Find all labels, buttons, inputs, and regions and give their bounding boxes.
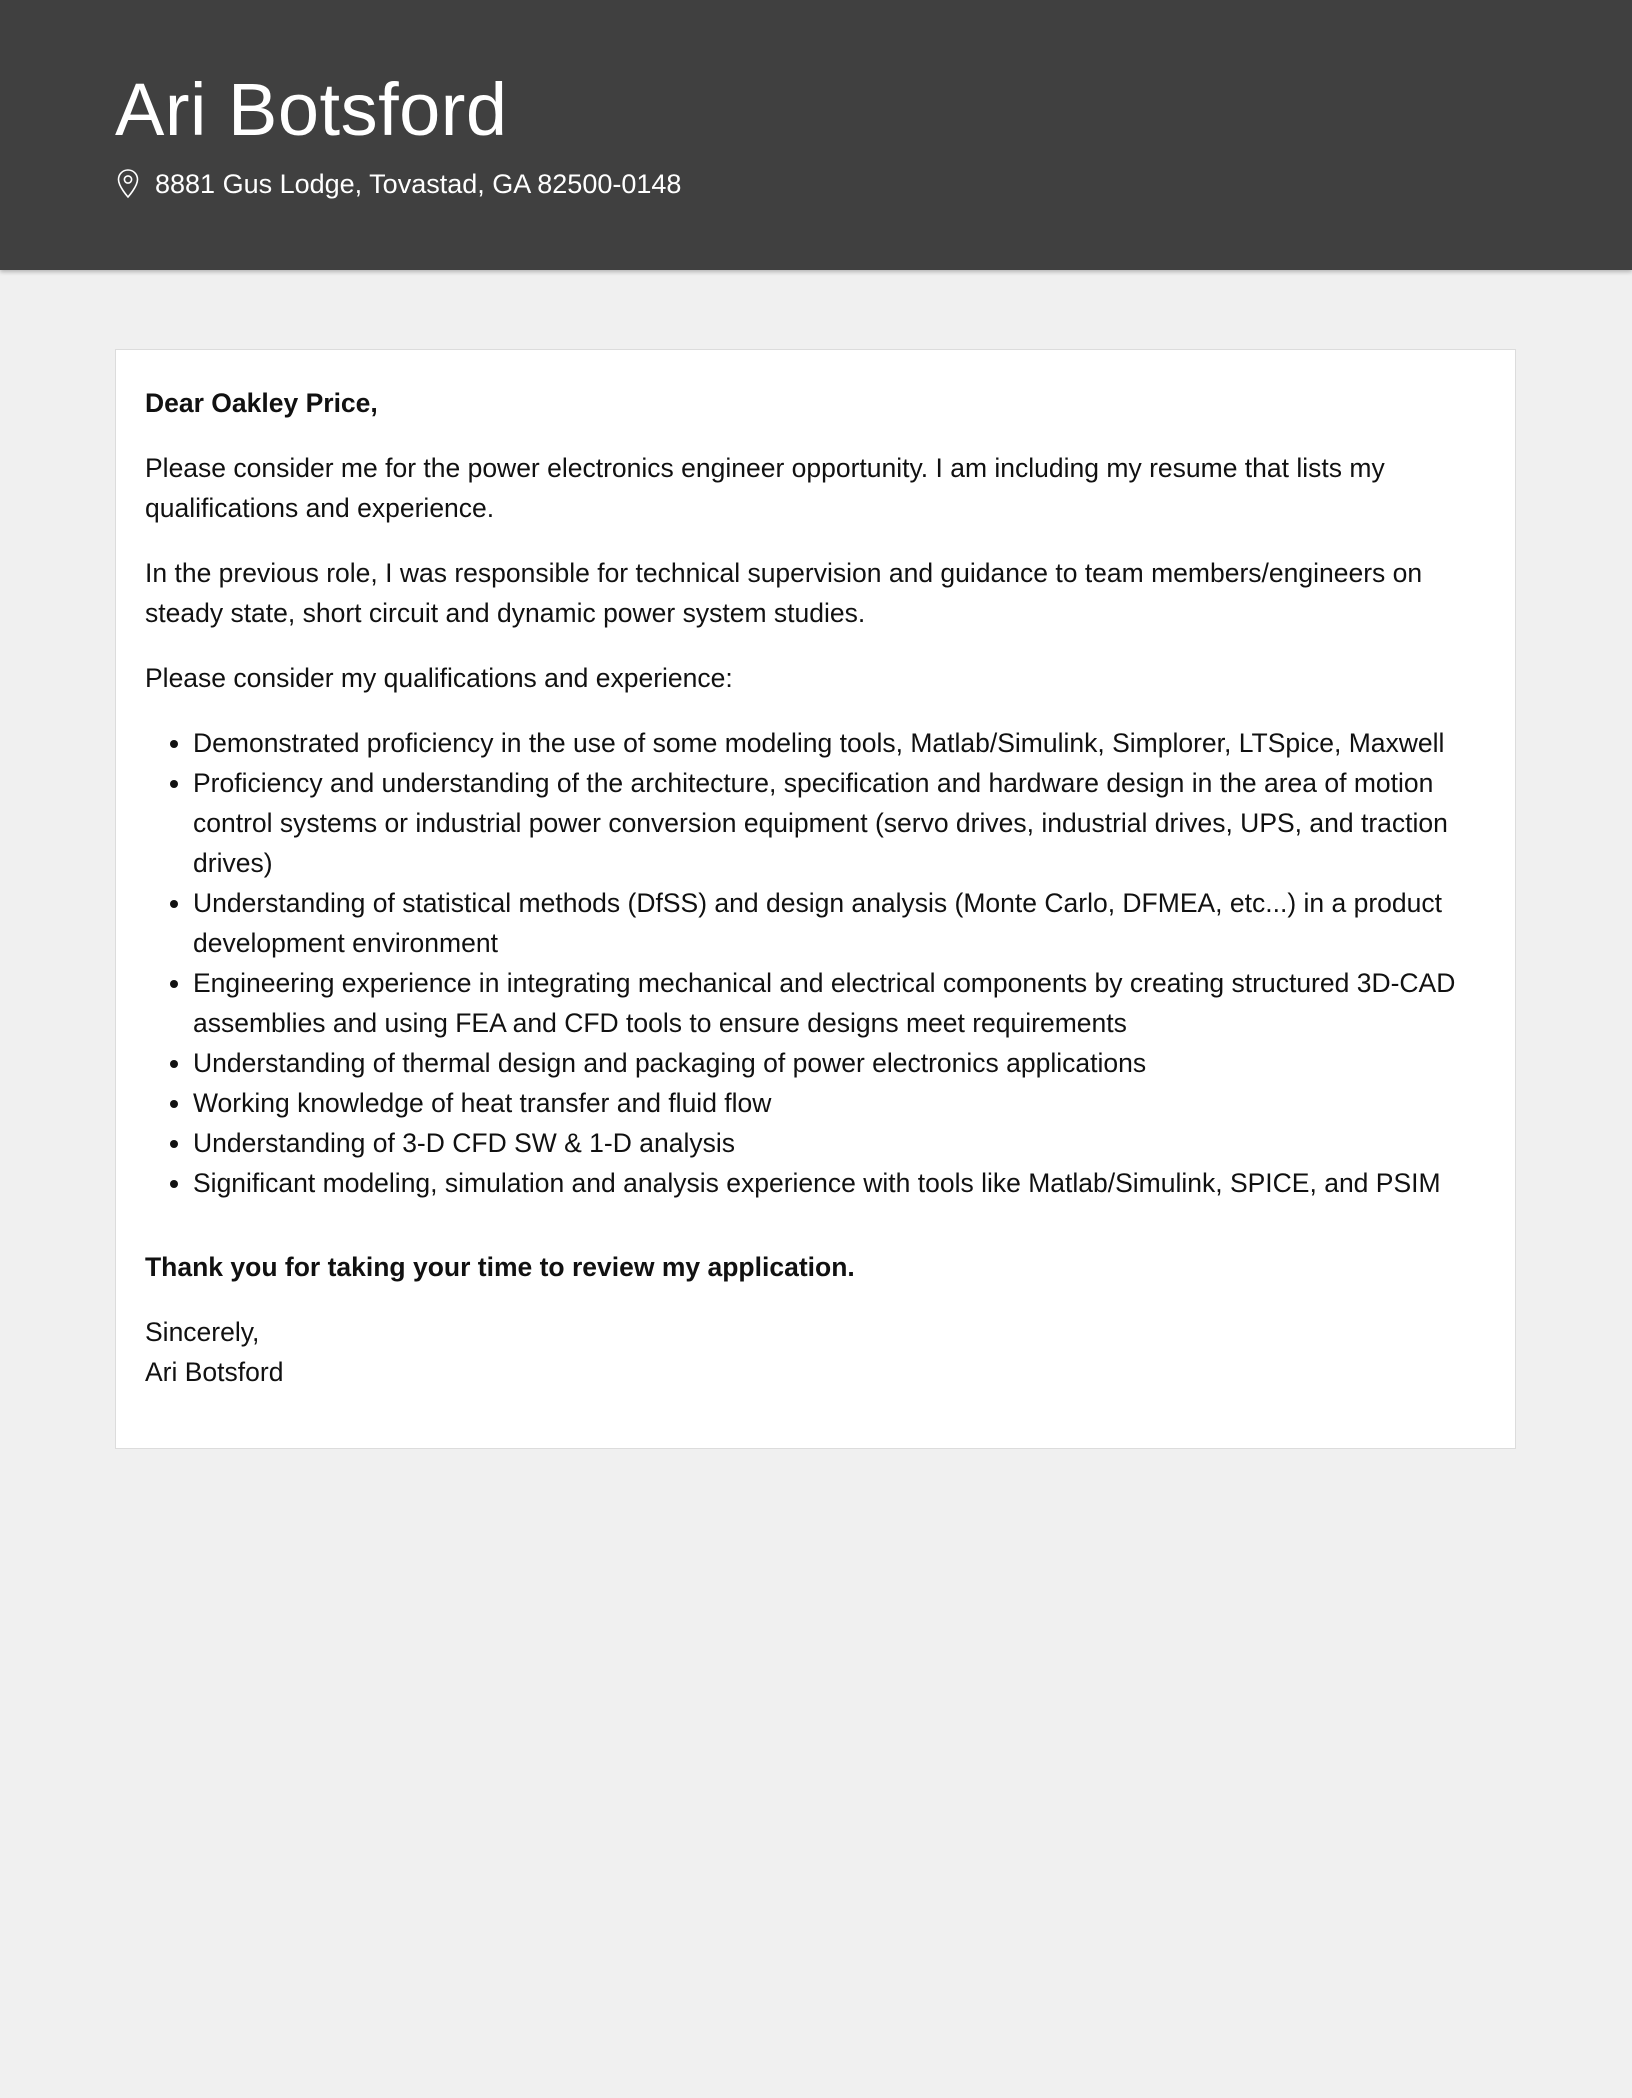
cover-letter-card [115, 349, 1516, 1449]
address-text: 8881 Gus Lodge, Tovastad, GA 82500-0148 [155, 168, 682, 199]
address-line [115, 164, 681, 204]
list-item: • Understanding of thermal design and packaging of power electronics applications [193, 1043, 1486, 1083]
letter-thanks: Thank you for taking your time to review my application. [145, 1252, 855, 1282]
list-item: • Understanding of 3-D CFD SW & 1-D analysis [193, 1123, 1486, 1163]
qualifications-list-wrapper [145, 723, 1486, 1203]
letter-signoff [145, 1312, 1486, 1392]
list-item: • Demonstrated proficiency in the use of some modeling tools, Matlab/Simulink, Simplorer, LTSpice, Maxwell [193, 723, 1486, 763]
applicant-name: Ari Botsford [115, 68, 508, 151]
list-item: • Significant modeling, simulation and analysis experience with tools like Matlab/Simulink, SPICE, and PSIM [193, 1163, 1486, 1203]
list-item: • Understanding of statistical methods (DfSS) and design analysis (Monte Carlo, DFMEA, etc...) in a product development environment [193, 883, 1486, 963]
letter-paragraph-qualifications-lead: Please consider my qualifications and experience: [145, 663, 733, 693]
header-banner [0, 0, 1632, 270]
map-pin-icon [115, 168, 141, 200]
qualifications-list [145, 723, 1486, 1203]
letter-greeting: Dear Oakley Price, [145, 388, 378, 418]
list-item: • Engineering experience in integrating mechanical and electrical components by creating structured 3D-CAD assemblies and using FEA and CFD tools to ensure designs meet requirements [193, 963, 1486, 1043]
letter-paragraph-intro: Please consider me for the power electronics engineer opportunity. I am including my resume that lists my qualifications and experience. [145, 453, 1385, 523]
list-item: • Proficiency and understanding of the architecture, specification and hardware design in the area of motion control systems or industrial power conversion equipment (servo drives, industrial drives, UPS, and traction drives) [193, 763, 1486, 883]
letter-signature: Ari Botsford [145, 1357, 284, 1387]
letter-closing: Sincerely, [145, 1317, 260, 1347]
letter-paragraph-experience: In the previous role, I was responsible for technical supervision and guidance to team members/engineers on steady state, short circuit and dynamic power system studies. [145, 558, 1423, 628]
list-item: • Working knowledge of heat transfer and fluid flow [193, 1083, 1486, 1123]
